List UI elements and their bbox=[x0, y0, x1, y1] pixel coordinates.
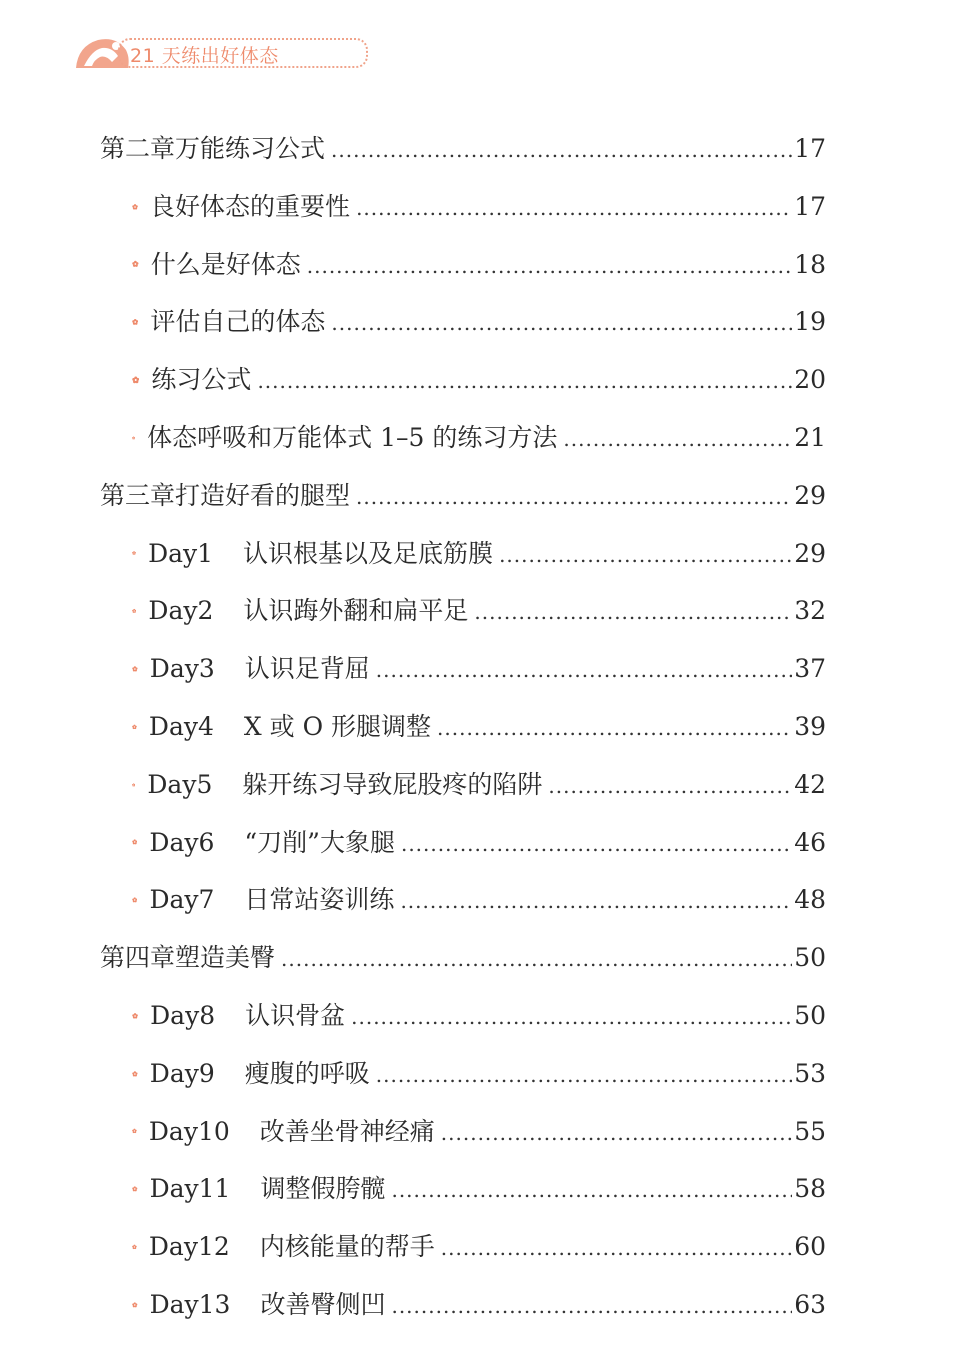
entry-title: 认识根基以及足底筋膜 bbox=[243, 538, 494, 568]
page-number: 50 bbox=[794, 1000, 826, 1030]
flower-bullet-icon bbox=[132, 428, 135, 448]
day-label: Day12 bbox=[148, 1232, 230, 1262]
dot-leader bbox=[400, 873, 792, 931]
day-label: Day5 bbox=[147, 769, 213, 799]
flower-bullet-icon bbox=[132, 832, 137, 852]
flower-bullet-icon bbox=[132, 1006, 138, 1026]
chapter-label: 第二章 bbox=[100, 134, 176, 163]
entry-title: 评估自己的体态 bbox=[150, 307, 326, 337]
day-label: Day7 bbox=[149, 885, 215, 915]
toc-section-entry[interactable] bbox=[100, 409, 826, 467]
page-number: 53 bbox=[794, 1058, 826, 1088]
entry-title: 改善坐骨神经痛 bbox=[259, 1116, 435, 1146]
toc-section-entry[interactable] bbox=[100, 640, 826, 698]
flower-bullet-icon bbox=[132, 1179, 138, 1199]
dot-leader bbox=[401, 816, 792, 874]
day-label: Day9 bbox=[149, 1058, 215, 1088]
dot-leader bbox=[331, 122, 792, 180]
day-label: Day13 bbox=[149, 1289, 231, 1319]
toc-section-entry[interactable] bbox=[100, 814, 826, 872]
flower-bullet-icon bbox=[132, 1064, 138, 1084]
dot-leader bbox=[548, 758, 792, 816]
page-number: 21 bbox=[794, 422, 826, 452]
dot-leader bbox=[437, 700, 792, 758]
page-number: 29 bbox=[794, 480, 826, 510]
toc-chapter-entry[interactable] bbox=[100, 120, 826, 178]
toc-section-entry[interactable] bbox=[100, 293, 826, 351]
flower-bullet-icon bbox=[132, 254, 139, 274]
entry-title: 认识足背屈 bbox=[244, 654, 370, 684]
page-number: 58 bbox=[794, 1174, 826, 1204]
entry-title: 塑造美臀 bbox=[175, 943, 276, 973]
running-header bbox=[72, 28, 312, 76]
page-number: 18 bbox=[794, 249, 826, 279]
entry-title: 万能练习公式 bbox=[175, 134, 326, 163]
entry-title: 瘦腹的呼吸 bbox=[244, 1058, 370, 1088]
book-title: 21 天练出好体态 bbox=[130, 45, 279, 67]
dot-leader bbox=[376, 1047, 792, 1105]
page-number: 17 bbox=[794, 134, 826, 163]
toc-section-entry[interactable] bbox=[100, 351, 826, 409]
table-of-contents bbox=[100, 120, 826, 1334]
entry-title: 打造好看的腿型 bbox=[175, 480, 351, 510]
toc-section-entry[interactable] bbox=[100, 582, 826, 640]
dot-leader bbox=[307, 238, 792, 296]
page-number: 50 bbox=[794, 943, 826, 973]
dot-leader bbox=[356, 180, 792, 238]
day-label: Day8 bbox=[150, 1000, 216, 1030]
day-label: Day6 bbox=[149, 827, 215, 857]
entry-title: 良好体态的重要性 bbox=[150, 191, 351, 221]
page-number: 55 bbox=[794, 1116, 826, 1146]
dot-leader bbox=[474, 584, 792, 642]
entry-title: 改善臀侧凹 bbox=[260, 1289, 386, 1319]
page-number: 48 bbox=[794, 885, 826, 915]
dot-leader bbox=[281, 931, 792, 989]
dot-leader bbox=[499, 527, 792, 585]
entry-title: 调整假胯髋 bbox=[260, 1174, 386, 1204]
chapter-label: 第三章 bbox=[100, 480, 176, 510]
entry-title: X 或 O 形腿调整 bbox=[243, 711, 432, 741]
flower-bullet-icon bbox=[132, 543, 136, 563]
entry-title: 体态呼吸和万能体式 1–5 的练习方法 bbox=[147, 422, 558, 452]
toc-section-entry[interactable] bbox=[100, 236, 826, 294]
page-number: 37 bbox=[794, 654, 826, 684]
flower-bullet-icon bbox=[132, 1295, 138, 1315]
flower-bullet-icon bbox=[132, 197, 138, 217]
flower-bullet-icon bbox=[132, 370, 139, 390]
day-label: Day11 bbox=[149, 1174, 231, 1204]
entry-title: 练习公式 bbox=[151, 365, 252, 395]
page-number: 32 bbox=[794, 596, 826, 626]
entry-title: 认识踇外翻和扁平足 bbox=[243, 596, 469, 626]
flower-bullet-icon bbox=[132, 312, 138, 332]
entry-title: 认识骨盆 bbox=[245, 1000, 346, 1030]
toc-section-entry[interactable] bbox=[100, 1103, 826, 1161]
toc-section-entry[interactable] bbox=[100, 871, 826, 929]
page-number: 29 bbox=[794, 538, 826, 568]
toc-section-entry[interactable] bbox=[100, 698, 826, 756]
dot-leader bbox=[351, 989, 792, 1047]
toc-section-entry[interactable] bbox=[100, 178, 826, 236]
page-number: 63 bbox=[794, 1289, 826, 1319]
flower-bullet-icon bbox=[132, 775, 135, 795]
page-number: 20 bbox=[794, 365, 826, 395]
dot-leader bbox=[563, 411, 792, 469]
dot-leader bbox=[391, 1278, 792, 1336]
entry-title: 内核能量的帮手 bbox=[259, 1232, 435, 1262]
day-label: Day10 bbox=[148, 1116, 230, 1146]
page-number: 17 bbox=[794, 191, 826, 221]
day-label: Day1 bbox=[148, 538, 214, 568]
toc-section-entry[interactable] bbox=[100, 756, 826, 814]
toc-section-entry[interactable] bbox=[100, 1276, 826, 1334]
entry-title: 什么是好体态 bbox=[150, 249, 301, 279]
toc-chapter-entry[interactable] bbox=[100, 929, 826, 987]
entry-title: 躲开练习导致屁股疼的陷阱 bbox=[242, 769, 543, 799]
page-number: 60 bbox=[794, 1232, 826, 1262]
page-number: 42 bbox=[794, 769, 826, 799]
toc-section-entry[interactable] bbox=[100, 1218, 826, 1276]
toc-chapter-entry[interactable] bbox=[100, 467, 826, 525]
page-number: 19 bbox=[794, 307, 826, 337]
toc-section-entry[interactable] bbox=[100, 987, 826, 1045]
flower-bullet-icon bbox=[132, 890, 137, 910]
day-label: Day3 bbox=[149, 654, 215, 684]
flower-bullet-icon bbox=[132, 1237, 137, 1257]
day-label: Day4 bbox=[148, 711, 214, 741]
day-label: Day2 bbox=[148, 596, 214, 626]
toc-section-entry[interactable] bbox=[100, 525, 826, 583]
dot-leader bbox=[441, 1220, 792, 1278]
flower-bullet-icon bbox=[132, 1121, 137, 1141]
toc-section-entry[interactable] bbox=[100, 1160, 826, 1218]
flower-bullet-icon bbox=[132, 659, 138, 679]
entry-title: 日常站姿训练 bbox=[244, 885, 395, 915]
toc-section-entry[interactable] bbox=[100, 1045, 826, 1103]
page-number: 46 bbox=[794, 827, 826, 857]
dot-leader bbox=[331, 295, 792, 353]
dot-leader bbox=[391, 1162, 792, 1220]
dot-leader bbox=[376, 642, 792, 700]
dot-leader bbox=[356, 469, 792, 527]
entry-title: “刀削”大象腿 bbox=[244, 827, 395, 857]
dot-leader bbox=[257, 353, 792, 411]
flower-bullet-icon bbox=[132, 717, 137, 737]
dot-leader bbox=[441, 1105, 792, 1163]
flower-bullet-icon bbox=[132, 601, 136, 621]
page-number: 39 bbox=[794, 711, 826, 741]
chapter-label: 第四章 bbox=[100, 943, 176, 973]
